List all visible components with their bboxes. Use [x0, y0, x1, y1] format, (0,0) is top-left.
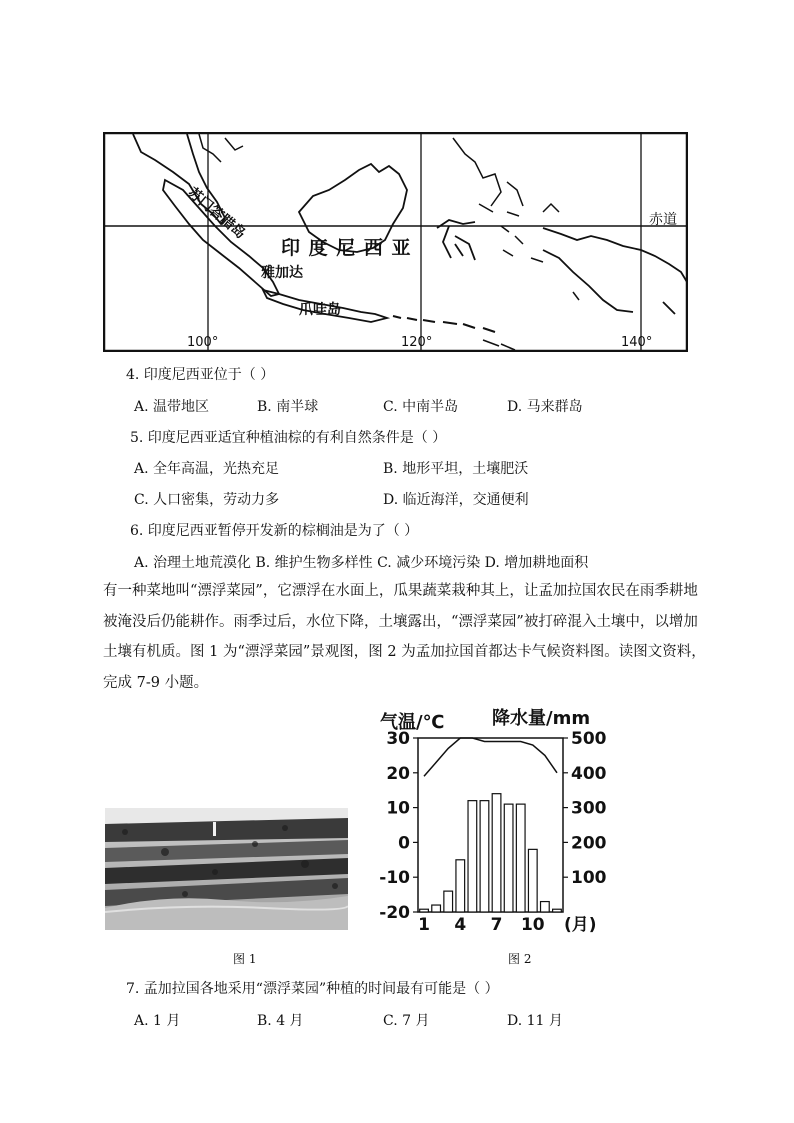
question-5-stem: 5. 印度尼西亚适宜种植油棕的有利自然条件是（ ） — [130, 430, 447, 446]
map-label-indonesia: 印 度 尼 西 亚 — [281, 237, 412, 259]
map-label-equator: 赤道 — [649, 212, 677, 228]
precipitation-bar — [480, 801, 489, 912]
month-tick-label: 4 — [454, 915, 467, 935]
month-tick-label: 1 — [418, 915, 430, 935]
month-tick-label: 7 — [490, 915, 503, 935]
question-7-stem: 7. 孟加拉国各地采用“漂浮菜园”种植的时间最有可能是（ ） — [126, 981, 499, 997]
question-7-option-b: B. 4 月 — [257, 1013, 304, 1029]
question-4-stem: 4. 印度尼西亚位于（ ） — [126, 367, 275, 383]
precipitation-bar — [432, 905, 441, 912]
passage — [103, 576, 706, 698]
precipitation-bar — [444, 891, 453, 912]
chart-right-axis-label: 降水量/mm — [492, 708, 591, 729]
precipitation-bar — [420, 909, 429, 912]
temperature-tick-label: 20 — [386, 763, 410, 784]
chart-plot-frame — [418, 738, 563, 912]
question-4-option-d: D. 马来群岛 — [507, 399, 583, 415]
precipitation-tick-label: 100 — [571, 868, 607, 889]
floating-garden-photo — [105, 808, 348, 930]
indonesia-map — [103, 132, 688, 352]
precipitation-bar — [468, 801, 477, 912]
question-5-option-c: C. 人口密集，劳动力多 — [134, 492, 280, 508]
precipitation-tick-label: 500 — [571, 729, 607, 749]
map-label-jakarta: 雅加达 — [261, 265, 303, 281]
question-5-option-b: B. 地形平坦，土壤肥沃 — [383, 461, 529, 477]
temperature-line — [424, 738, 557, 776]
month-tick-label: 10 — [520, 915, 545, 935]
temperature-tick-label: 10 — [386, 798, 410, 819]
precipitation-bar — [528, 849, 537, 912]
precipitation-bar — [504, 804, 513, 912]
passage-line-2: 被淹没后仍能耕作。雨季过后，水位下降，土壤露出，“漂浮菜园”被打碎混入土壤中，以增加 — [103, 613, 698, 630]
question-4-option-b: B. 南半球 — [257, 399, 319, 415]
precipitation-tick-label: 400 — [571, 763, 607, 784]
precipitation-tick-label: 300 — [571, 798, 607, 819]
passage-line-4: 完成 7-9 小题。 — [103, 674, 209, 691]
question-7-option-a: A. 1 月 — [134, 1013, 181, 1029]
precipitation-bar — [492, 794, 501, 912]
question-5-option-d: D. 临近海洋，交通便利 — [383, 492, 529, 508]
temperature-tick-label: 0 — [398, 833, 410, 854]
temperature-tick-label: -20 — [379, 903, 410, 923]
question-6-options: A. 治理土地荒漠化 B. 维护生物多样性 C. 减少环境污染 D. 增加耕地面积 — [134, 555, 589, 571]
question-5-option-a: A. 全年高温，光热充足 — [134, 461, 280, 477]
question-7-option-d: D. 11 月 — [507, 1013, 563, 1029]
question-4-option-a: A. 温带地区 — [134, 399, 210, 415]
passage-line-1: 有一种菜地叫“漂浮菜园”，它漂浮在水面上，瓜果蔬菜栽种其上，让孟加拉国农民在雨季耕地 — [103, 583, 698, 599]
chart-left-axis-label: 气温/℃ — [380, 712, 445, 733]
precipitation-bar — [553, 909, 562, 912]
precipitation-tick-label: 200 — [571, 833, 607, 854]
passage-line-3: 土壤有机质。图 1 为“漂浮菜园”景观图，图 2 为孟加拉国首都达卡气候资料图。读图文资料， — [103, 644, 706, 660]
map-label-lon140: 140° — [621, 335, 653, 350]
figure-1-caption: 图 1 — [233, 952, 257, 966]
question-4-option-c: C. 中南半岛 — [383, 399, 459, 415]
temperature-tick-label: 30 — [386, 729, 410, 749]
precipitation-bar — [541, 902, 550, 912]
dhaka-climate-chart — [368, 700, 618, 945]
map-label-sumatra: 苏门答腊岛 — [184, 184, 249, 243]
map-label-java: 爪哇岛 — [299, 302, 341, 318]
question-7-option-c: C. 7 月 — [383, 1013, 430, 1029]
chart-x-unit: (月) — [564, 915, 597, 935]
precipitation-bar — [516, 804, 525, 912]
temperature-tick-label: -10 — [379, 868, 410, 889]
map-label-lon120: 120° — [401, 335, 433, 350]
question-6-stem: 6. 印度尼西亚暂停开发新的棕榈油是为了（ ） — [130, 523, 419, 539]
precipitation-bar — [456, 860, 465, 912]
figure-2-caption: 图 2 — [508, 952, 532, 966]
map-label-lon100: 100° — [187, 335, 219, 350]
